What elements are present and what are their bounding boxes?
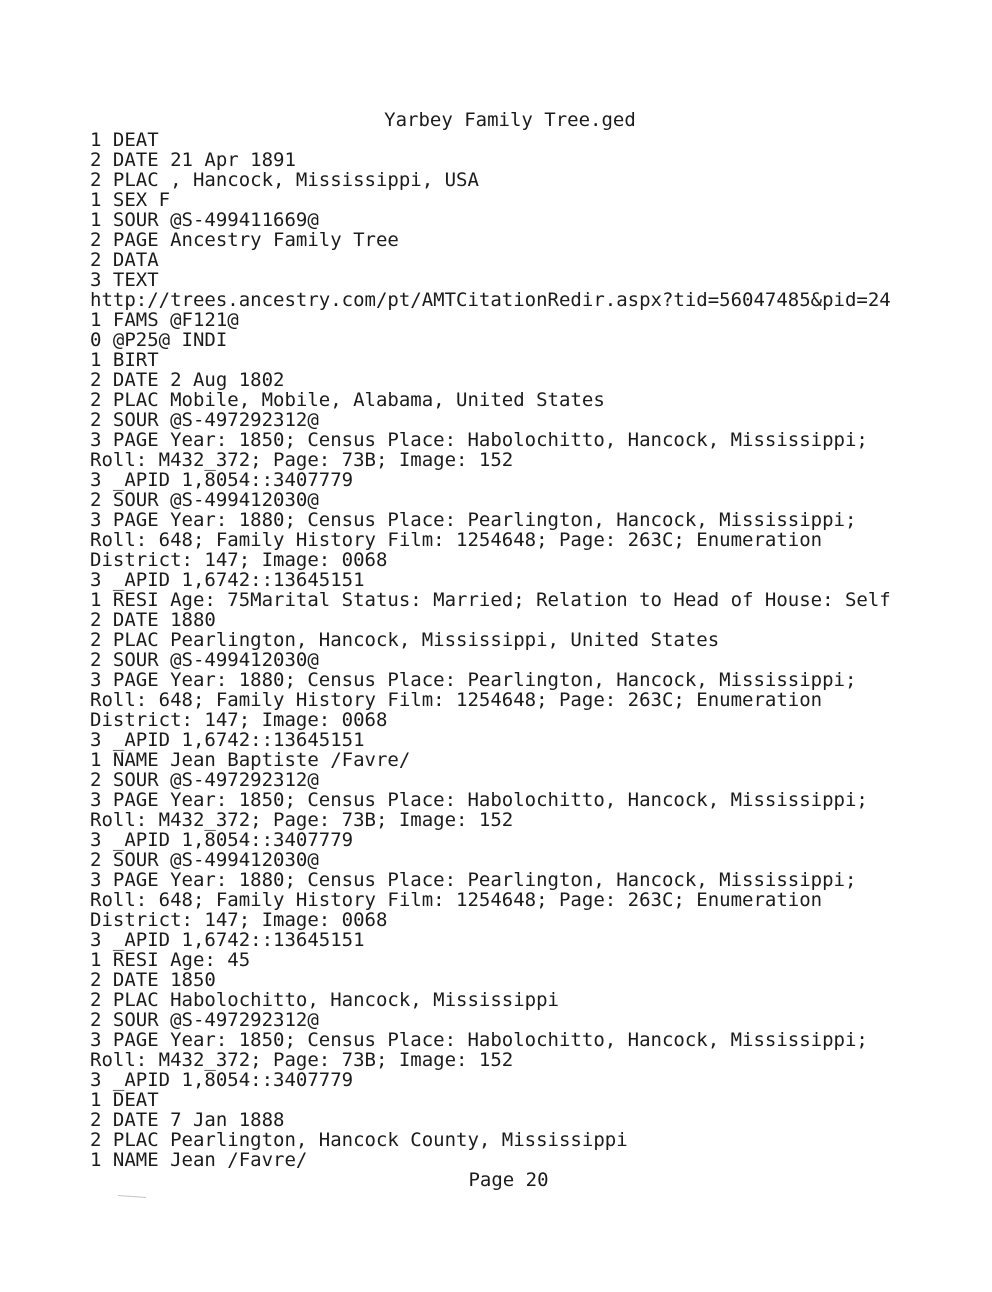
gedcom-line: Roll: M432_372; Page: 73B; Image: 152: [90, 449, 514, 471]
gedcom-line: District: 147; Image: 0068: [90, 909, 388, 931]
gedcom-line: 1 NAME Jean /Favre/: [90, 1149, 308, 1171]
gedcom-line: 3 PAGE Year: 1880; Census Place: Pearlington, Hancock, Mississippi;: [90, 869, 857, 891]
page-number: Page 20: [468, 1169, 549, 1191]
gedcom-line: 3 TEXT: [90, 269, 159, 291]
gedcom-line: 2 SOUR @S-499412030@: [90, 849, 319, 871]
gedcom-line: 2 PLAC Pearlington, Hancock, Mississippi, United States: [90, 629, 720, 651]
gedcom-line: Roll: 648; Family History Film: 1254648; Page: 263C; Enumeration: [90, 689, 823, 711]
gedcom-line: 1 BIRT: [90, 349, 159, 371]
gedcom-line: 2 SOUR @S-497292312@: [90, 1009, 319, 1031]
gedcom-line: 2 PLAC Mobile, Mobile, Alabama, United States: [90, 389, 605, 411]
gedcom-line: 3 _APID 1,8054::3407779: [90, 829, 354, 851]
gedcom-line: 2 SOUR @S-497292312@: [90, 409, 319, 431]
gedcom-line: 2 DATE 2 Aug 1802: [90, 369, 285, 391]
gedcom-line: 2 SOUR @S-499412030@: [90, 489, 319, 511]
gedcom-record-lines: [90, 130, 970, 1170]
gedcom-line: Roll: M432_372; Page: 73B; Image: 152: [90, 1049, 514, 1071]
gedcom-line: Roll: 648; Family History Film: 1254648; Page: 263C; Enumeration: [90, 529, 823, 551]
gedcom-line: 2 PAGE Ancestry Family Tree: [90, 229, 399, 251]
gedcom-line: 3 PAGE Year: 1850; Census Place: Habolochitto, Hancock, Mississippi;: [90, 1029, 868, 1051]
gedcom-line: 2 DATE 1880: [90, 609, 216, 631]
gedcom-line: 2 PLAC , Hancock, Mississippi, USA: [90, 169, 479, 191]
gedcom-line: 3 _APID 1,6742::13645151: [90, 729, 365, 751]
gedcom-line: 3 _APID 1,8054::3407779: [90, 469, 354, 491]
gedcom-line: 2 SOUR @S-499412030@: [90, 649, 319, 671]
gedcom-line: 2 DATA: [90, 249, 159, 271]
gedcom-line: 2 PLAC Pearlington, Hancock County, Mississippi: [90, 1129, 628, 1151]
gedcom-line: 1 DEAT: [90, 1089, 159, 1111]
gedcom-line: District: 147; Image: 0068: [90, 709, 388, 731]
gedcom-line: 1 DEAT: [90, 129, 159, 151]
gedcom-line: 3 _APID 1,6742::13645151: [90, 929, 365, 951]
gedcom-line: Roll: M432_372; Page: 73B; Image: 152: [90, 809, 514, 831]
gedcom-line: 0 @P25@ INDI: [90, 329, 228, 351]
gedcom-line: Roll: 648; Family History Film: 1254648; Page: 263C; Enumeration: [90, 889, 823, 911]
gedcom-line: 2 SOUR @S-497292312@: [90, 769, 319, 791]
gedcom-line: 1 RESI Age: 45: [90, 949, 251, 971]
gedcom-line: 3 _APID 1,6742::13645151: [90, 569, 365, 591]
gedcom-line: 1 FAMS @F121@: [90, 309, 239, 331]
gedcom-line: 1 NAME Jean Baptiste /Favre/: [90, 749, 411, 771]
gedcom-line: 3 PAGE Year: 1850; Census Place: Habolochitto, Hancock, Mississippi;: [90, 789, 868, 811]
gedcom-line: 2 PLAC Habolochitto, Hancock, Mississippi: [90, 989, 559, 1011]
gedcom-line: District: 147; Image: 0068: [90, 549, 388, 571]
gedcom-line: 3 PAGE Year: 1880; Census Place: Pearlington, Hancock, Mississippi;: [90, 509, 857, 531]
gedcom-line: 2 DATE 1850: [90, 969, 216, 991]
scan-artifact-mark: [118, 1195, 146, 1198]
document-title: Yarbey Family Tree.ged: [384, 109, 636, 131]
gedcom-line: 1 SEX F: [90, 189, 171, 211]
gedcom-line: http://trees.ancestry.com/pt/AMTCitationRedir.aspx?tid=56047485&pid=24: [90, 289, 891, 311]
gedcom-line: 3 PAGE Year: 1850; Census Place: Habolochitto, Hancock, Mississippi;: [90, 429, 868, 451]
gedcom-line: 3 PAGE Year: 1880; Census Place: Pearlington, Hancock, Mississippi;: [90, 669, 857, 691]
gedcom-line: 2 DATE 7 Jan 1888: [90, 1109, 285, 1131]
gedcom-line: 3 _APID 1,8054::3407779: [90, 1069, 354, 1091]
gedcom-line: 1 RESI Age: 75Marital Status: Married; Relation to Head of House: Self: [90, 589, 891, 611]
gedcom-line: 2 DATE 21 Apr 1891: [90, 149, 296, 171]
gedcom-line: 1 SOUR @S-499411669@: [90, 209, 319, 231]
